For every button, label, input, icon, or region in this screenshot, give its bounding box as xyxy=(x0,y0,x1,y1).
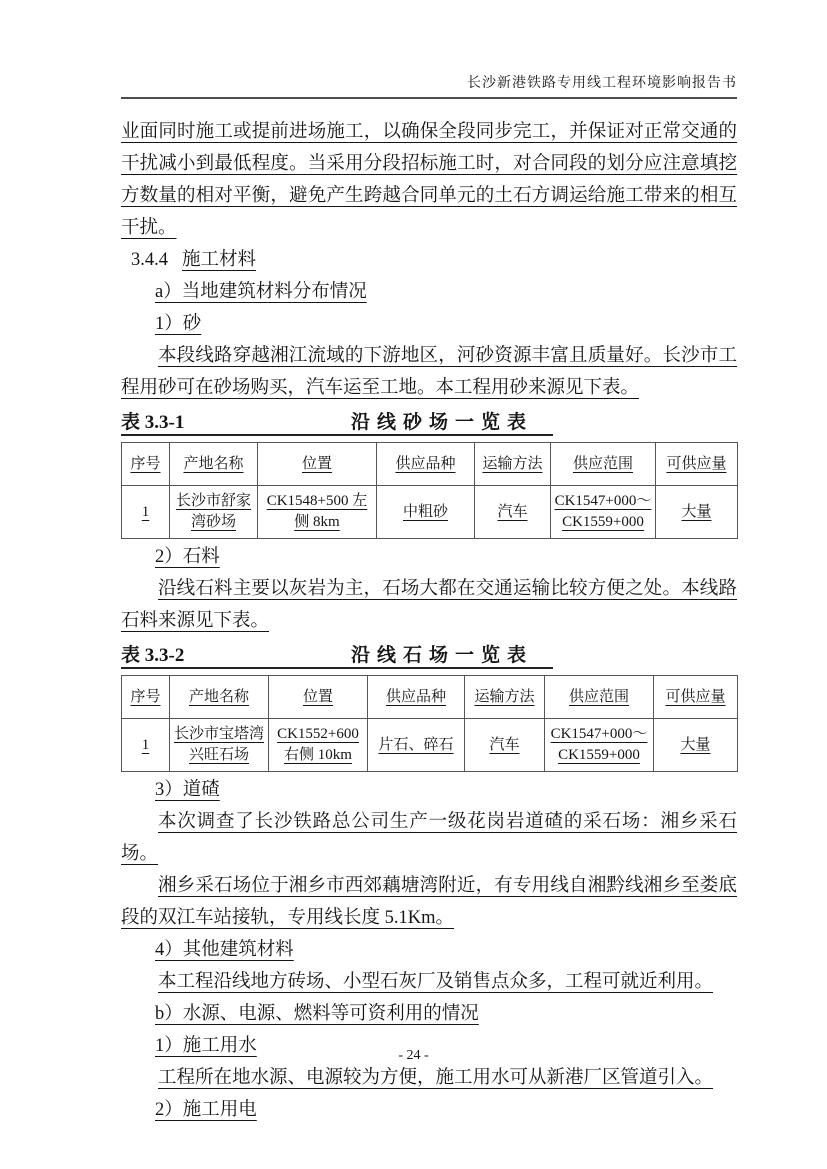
sand-sources-table xyxy=(121,442,738,539)
list-item-b1-water: 1）施工用水 xyxy=(155,1036,257,1056)
cell-supply-amount: 大量 xyxy=(656,486,738,539)
list-item-b2-power: 2）施工用电 xyxy=(155,1100,257,1120)
col-header: 序号 xyxy=(122,443,170,486)
cell-supply-range: CK1547+000～CK1559+000 xyxy=(545,719,654,772)
cell-supply-amount: 大量 xyxy=(654,719,738,772)
col-header: 供应品种 xyxy=(377,443,475,486)
col-header: 位置 xyxy=(258,443,377,486)
cell-location: CK1552+600 右侧 10km xyxy=(269,719,368,772)
cell-seq: 1 xyxy=(122,486,170,539)
table-row xyxy=(122,486,738,539)
section-title: 施工材料 xyxy=(182,250,257,270)
cell-seq: 1 xyxy=(122,719,170,772)
section-heading xyxy=(121,244,737,276)
cell-origin: 长沙市宝塔湾兴旺石场 xyxy=(170,719,269,772)
cell-location: CK1548+500 左侧 8km xyxy=(258,486,377,539)
col-header: 产地名称 xyxy=(170,443,258,486)
cell-supply-range: CK1547+000～CK1559+000 xyxy=(551,486,656,539)
table-row xyxy=(122,719,738,772)
paragraph-ballast-2: 湘乡采石场位于湘乡市西郊藕塘湾附近，有专用线自湘黔线湘乡至娄底段的双江车站接轨，专用线长度 5.1Km。 xyxy=(121,876,737,928)
section-number: 3.4.4 xyxy=(131,250,168,270)
cell-transport: 汽车 xyxy=(465,719,545,772)
table2-caption-title: 沿线石场一览表 xyxy=(351,645,534,666)
report-title: 长沙新港铁路专用线工程环境影响报告书 xyxy=(121,72,737,99)
cell-origin: 长沙市舒家湾砂场 xyxy=(170,486,258,539)
stone-sources-table xyxy=(121,675,738,772)
paragraph-ballast-1: 本次调查了长沙铁路总公司生产一级花岗岩道碴的采石场：湘乡采石场。 xyxy=(121,812,737,864)
col-header: 产地名称 xyxy=(170,676,269,719)
col-header: 运输方法 xyxy=(465,676,545,719)
page-footer xyxy=(0,1048,827,1064)
cell-transport: 汽车 xyxy=(475,486,551,539)
col-header: 位置 xyxy=(269,676,368,719)
list-item-4-other: 4）其他建筑材料 xyxy=(155,940,294,960)
list-item-3-ballast: 3）道碴 xyxy=(155,780,220,800)
paragraph-stone: 沿线石料主要以灰岩为主，石场大都在交通运输比较方便之处。本线路石料来源见下表。 xyxy=(121,579,737,631)
page-content xyxy=(121,116,737,1126)
table1-caption-title: 沿线砂场一览表 xyxy=(351,412,534,433)
list-item-1-sand: 1）砂 xyxy=(155,314,202,334)
paragraph-intro: 业面同时施工或提前进场施工，以确保全段同步完工，并保证对正常交通的干扰减小到最低程度。当采用分段招标施工时，对合同段的划分应注意填挖方数量的相对平衡，避免产生跨越合同单元的土石方调运给施工带来的相互干扰。 xyxy=(121,122,737,238)
table1-caption-label: 表 3.3-1 xyxy=(121,412,185,433)
col-header: 供应范围 xyxy=(545,676,654,719)
page-number: - 24 - xyxy=(398,1048,429,1063)
col-header: 供应品种 xyxy=(368,676,465,719)
col-header: 可供应量 xyxy=(656,443,738,486)
list-item-2-stone: 2）石料 xyxy=(155,547,220,567)
table1-caption xyxy=(121,408,553,436)
list-item-a: a）当地建筑材料分布情况 xyxy=(155,282,367,302)
page-header xyxy=(121,72,737,99)
list-item-b: b）水源、电源、燃料等可资利用的情况 xyxy=(155,1004,479,1024)
cell-supply-type: 中粗砂 xyxy=(377,486,475,539)
col-header: 供应范围 xyxy=(551,443,656,486)
paragraph-water: 工程所在地水源、电源较为方便，施工用水可从新港厂区管道引入。 xyxy=(158,1068,714,1088)
cell-supply-type: 片石、碎石 xyxy=(368,719,465,772)
paragraph-other: 本工程沿线地方砖场、小型石灰厂及销售点众多，工程可就近利用。 xyxy=(158,972,714,992)
table-header-row xyxy=(122,443,738,486)
col-header: 运输方法 xyxy=(475,443,551,486)
table-header-row xyxy=(122,676,738,719)
table2-caption-label: 表 3.3-2 xyxy=(121,645,185,666)
col-header: 可供应量 xyxy=(654,676,738,719)
col-header: 序号 xyxy=(122,676,170,719)
paragraph-sand: 本段线路穿越湘江流域的下游地区，河砂资源丰富且质量好。长沙市工程用砂可在砂场购买，汽车运至工地。本工程用砂来源见下表。 xyxy=(121,346,737,398)
table2-caption xyxy=(121,641,553,669)
